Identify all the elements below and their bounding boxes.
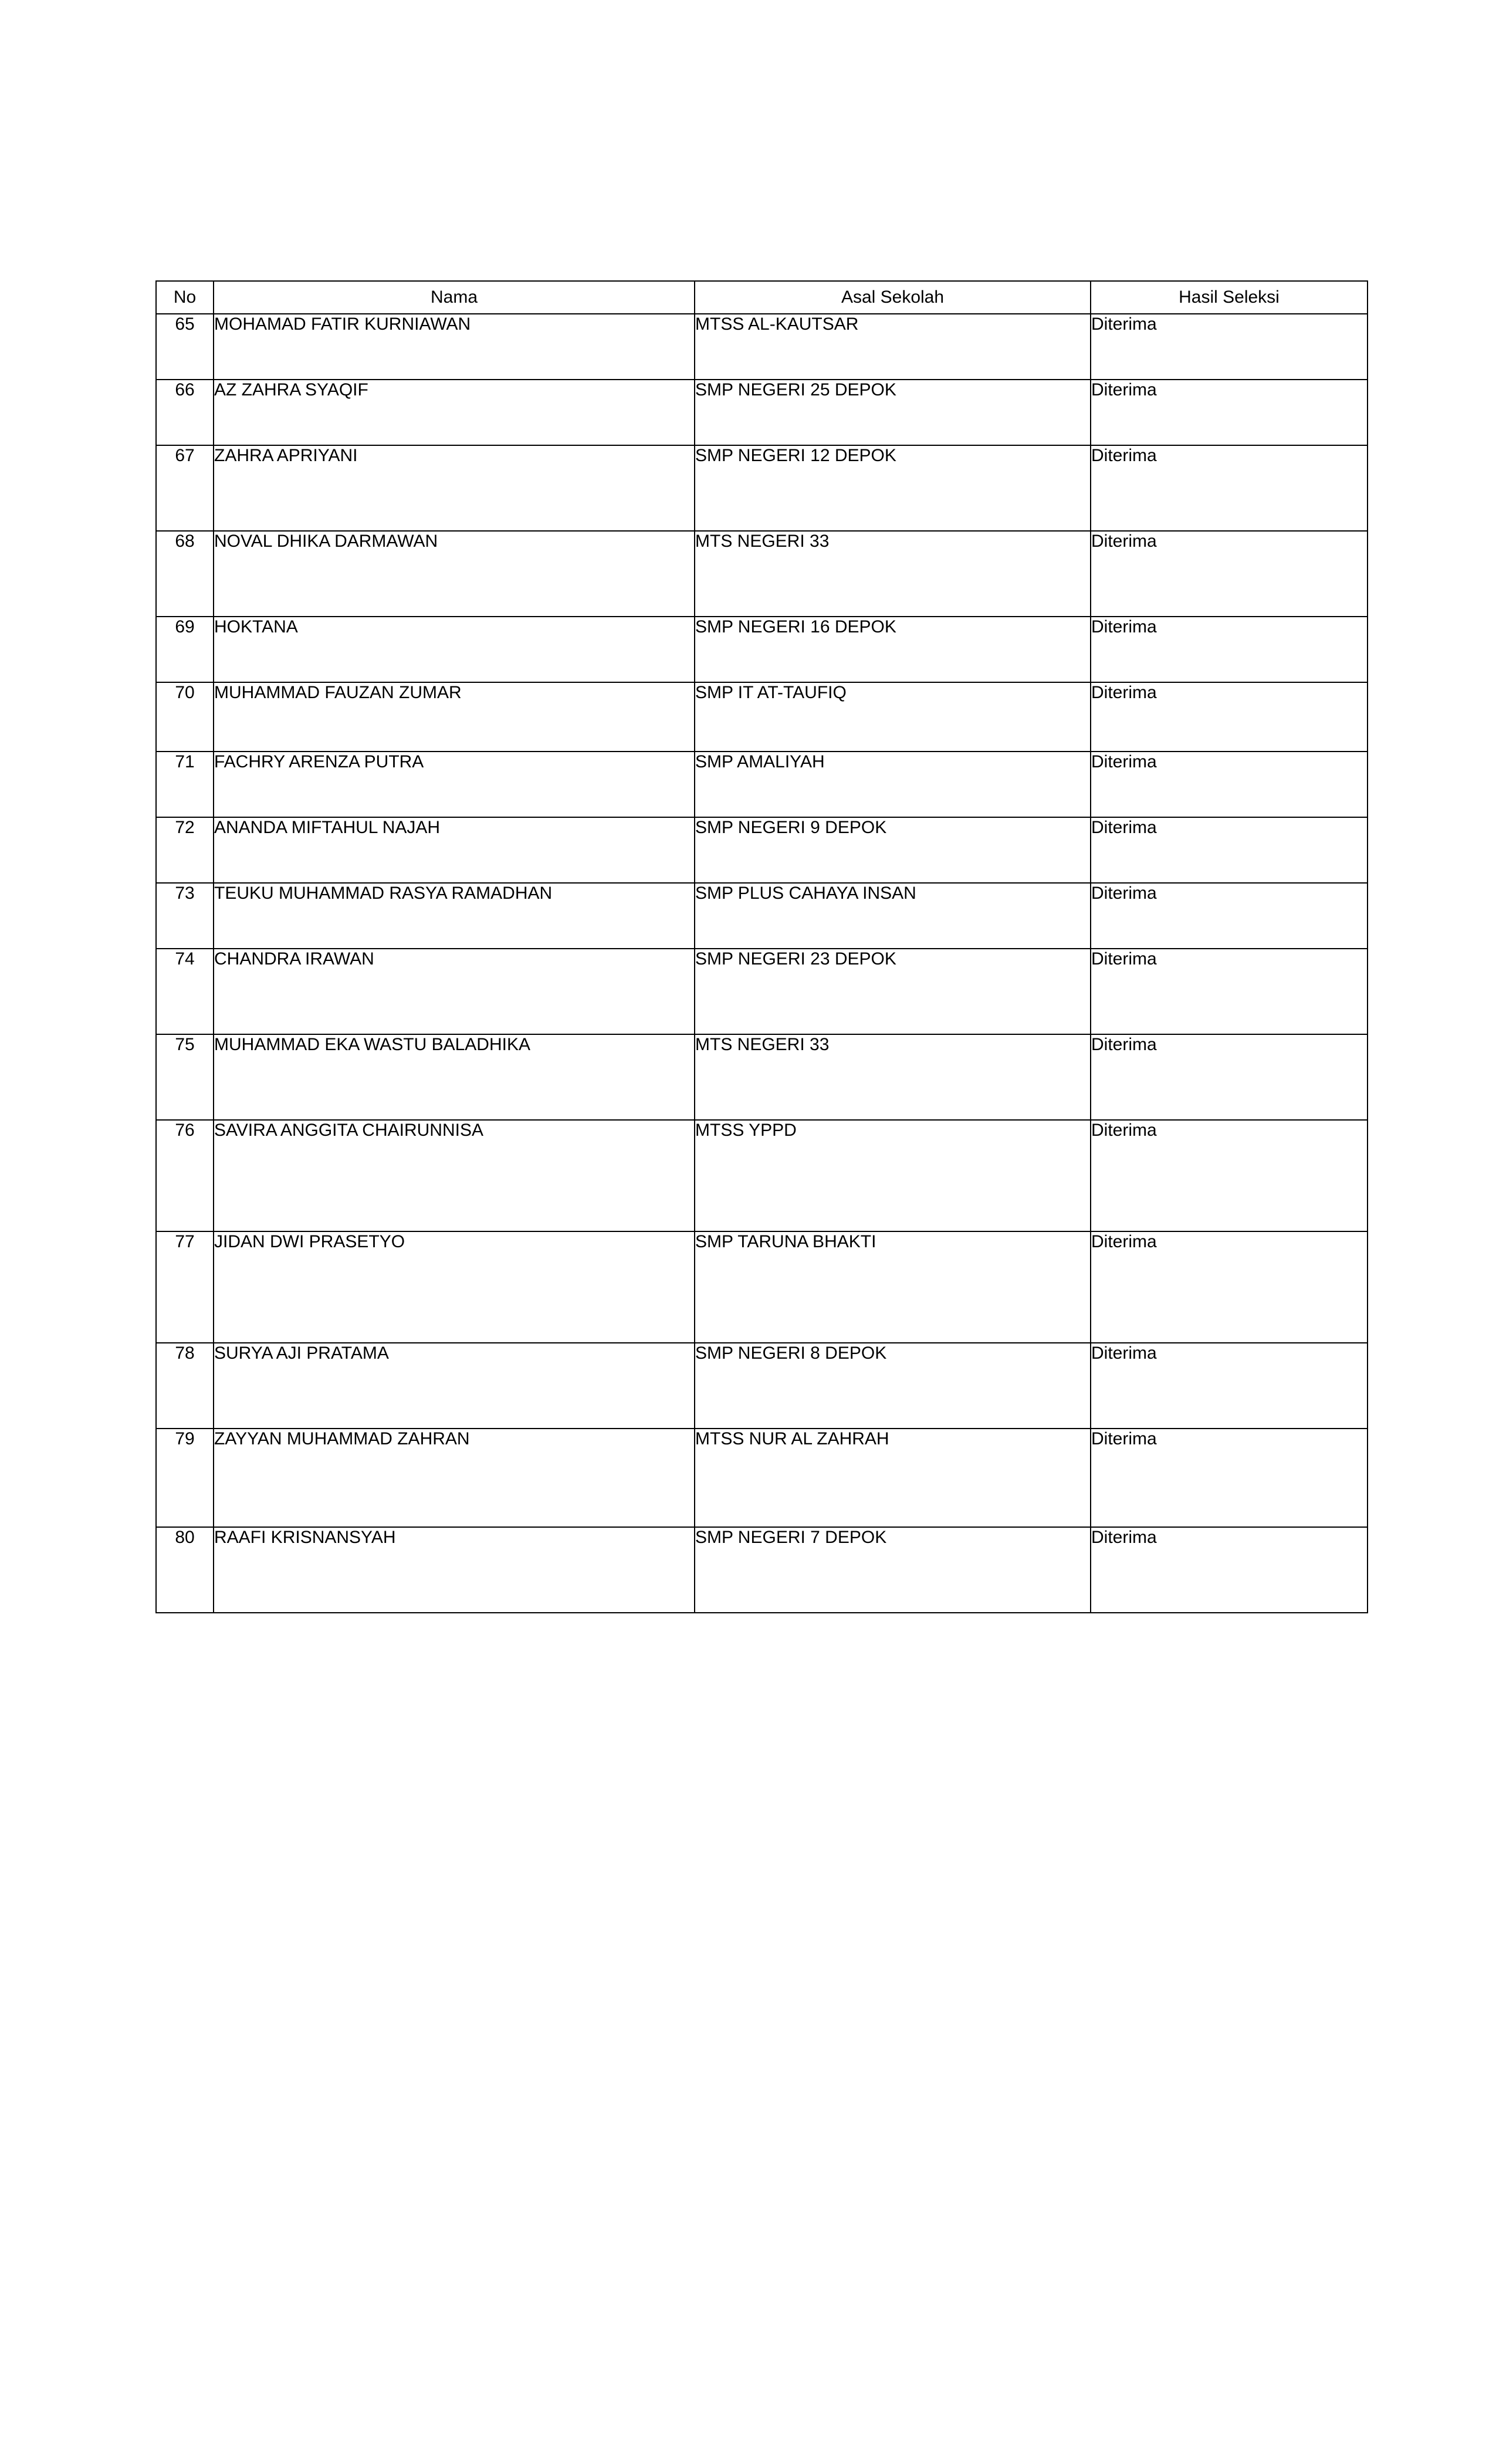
table-row	[156, 1034, 1368, 1120]
cell-hasil-seleksi: Diterima	[1091, 1527, 1368, 1613]
cell-no: 75	[156, 1034, 214, 1120]
cell-hasil-seleksi: Diterima	[1091, 531, 1368, 617]
column-header-nama: Nama	[214, 281, 695, 314]
selection-results-table	[155, 280, 1368, 1613]
table-row	[156, 380, 1368, 445]
table-header-row	[156, 281, 1368, 314]
cell-no: 65	[156, 314, 214, 380]
cell-asal-sekolah: SMP AMALIYAH	[695, 752, 1091, 817]
cell-no: 73	[156, 883, 214, 949]
cell-nama: TEUKU MUHAMMAD RASYA RAMADHAN	[214, 883, 695, 949]
cell-asal-sekolah: SMP PLUS CAHAYA INSAN	[695, 883, 1091, 949]
cell-asal-sekolah: MTSS AL-KAUTSAR	[695, 314, 1091, 380]
table-row	[156, 1527, 1368, 1613]
cell-hasil-seleksi: Diterima	[1091, 949, 1368, 1034]
cell-asal-sekolah: MTS NEGERI 33	[695, 531, 1091, 617]
table-row	[156, 949, 1368, 1034]
table-row	[156, 445, 1368, 531]
cell-no: 69	[156, 617, 214, 682]
column-header-hasil-seleksi: Hasil Seleksi	[1091, 281, 1368, 314]
cell-no: 68	[156, 531, 214, 617]
table-row	[156, 617, 1368, 682]
cell-asal-sekolah: SMP TARUNA BHAKTI	[695, 1231, 1091, 1343]
cell-hasil-seleksi: Diterima	[1091, 1120, 1368, 1231]
cell-asal-sekolah: SMP NEGERI 9 DEPOK	[695, 817, 1091, 883]
cell-nama: MOHAMAD FATIR KURNIAWAN	[214, 314, 695, 380]
cell-asal-sekolah: SMP NEGERI 23 DEPOK	[695, 949, 1091, 1034]
cell-nama: SAVIRA ANGGITA CHAIRUNNISA	[214, 1120, 695, 1231]
cell-no: 77	[156, 1231, 214, 1343]
cell-nama: JIDAN DWI PRASETYO	[214, 1231, 695, 1343]
cell-hasil-seleksi: Diterima	[1091, 380, 1368, 445]
cell-asal-sekolah: SMP NEGERI 16 DEPOK	[695, 617, 1091, 682]
cell-nama: RAAFI KRISNANSYAH	[214, 1527, 695, 1613]
column-header-no: No	[156, 281, 214, 314]
cell-hasil-seleksi: Diterima	[1091, 682, 1368, 752]
cell-nama: AZ ZAHRA SYAQIF	[214, 380, 695, 445]
cell-no: 71	[156, 752, 214, 817]
cell-no: 76	[156, 1120, 214, 1231]
column-header-asal-sekolah: Asal Sekolah	[695, 281, 1091, 314]
cell-hasil-seleksi: Diterima	[1091, 617, 1368, 682]
cell-nama: CHANDRA IRAWAN	[214, 949, 695, 1034]
cell-nama: ZAYYAN MUHAMMAD ZAHRAN	[214, 1429, 695, 1527]
cell-asal-sekolah: MTS NEGERI 33	[695, 1034, 1091, 1120]
cell-no: 78	[156, 1343, 214, 1429]
cell-asal-sekolah: SMP NEGERI 8 DEPOK	[695, 1343, 1091, 1429]
cell-no: 80	[156, 1527, 214, 1613]
table-row	[156, 1120, 1368, 1231]
table-header	[156, 281, 1368, 314]
table-row	[156, 1231, 1368, 1343]
cell-nama: MUHAMMAD FAUZAN ZUMAR	[214, 682, 695, 752]
cell-hasil-seleksi: Diterima	[1091, 817, 1368, 883]
cell-no: 67	[156, 445, 214, 531]
cell-asal-sekolah: SMP IT AT-TAUFIQ	[695, 682, 1091, 752]
cell-asal-sekolah: SMP NEGERI 25 DEPOK	[695, 380, 1091, 445]
cell-hasil-seleksi: Diterima	[1091, 1429, 1368, 1527]
cell-asal-sekolah: MTSS NUR AL ZAHRAH	[695, 1429, 1091, 1527]
cell-no: 74	[156, 949, 214, 1034]
cell-nama: HOKTANA	[214, 617, 695, 682]
cell-no: 66	[156, 380, 214, 445]
cell-nama: NOVAL DHIKA DARMAWAN	[214, 531, 695, 617]
table-row	[156, 1429, 1368, 1527]
cell-hasil-seleksi: Diterima	[1091, 752, 1368, 817]
cell-nama: ZAHRA APRIYANI	[214, 445, 695, 531]
cell-hasil-seleksi: Diterima	[1091, 883, 1368, 949]
cell-no: 70	[156, 682, 214, 752]
table-row	[156, 752, 1368, 817]
cell-nama: FACHRY ARENZA PUTRA	[214, 752, 695, 817]
results-table-container	[155, 280, 1367, 1613]
cell-nama: MUHAMMAD EKA WASTU BALADHIKA	[214, 1034, 695, 1120]
cell-hasil-seleksi: Diterima	[1091, 1343, 1368, 1429]
table-row	[156, 682, 1368, 752]
cell-hasil-seleksi: Diterima	[1091, 445, 1368, 531]
table-row	[156, 883, 1368, 949]
table-body	[156, 314, 1368, 1613]
cell-no: 72	[156, 817, 214, 883]
cell-hasil-seleksi: Diterima	[1091, 1034, 1368, 1120]
cell-nama: ANANDA MIFTAHUL NAJAH	[214, 817, 695, 883]
cell-hasil-seleksi: Diterima	[1091, 314, 1368, 380]
table-row	[156, 817, 1368, 883]
cell-no: 79	[156, 1429, 214, 1527]
cell-hasil-seleksi: Diterima	[1091, 1231, 1368, 1343]
table-row	[156, 531, 1368, 617]
cell-asal-sekolah: SMP NEGERI 12 DEPOK	[695, 445, 1091, 531]
cell-asal-sekolah: SMP NEGERI 7 DEPOK	[695, 1527, 1091, 1613]
table-row	[156, 1343, 1368, 1429]
table-row	[156, 314, 1368, 380]
cell-asal-sekolah: MTSS YPPD	[695, 1120, 1091, 1231]
cell-nama: SURYA AJI PRATAMA	[214, 1343, 695, 1429]
